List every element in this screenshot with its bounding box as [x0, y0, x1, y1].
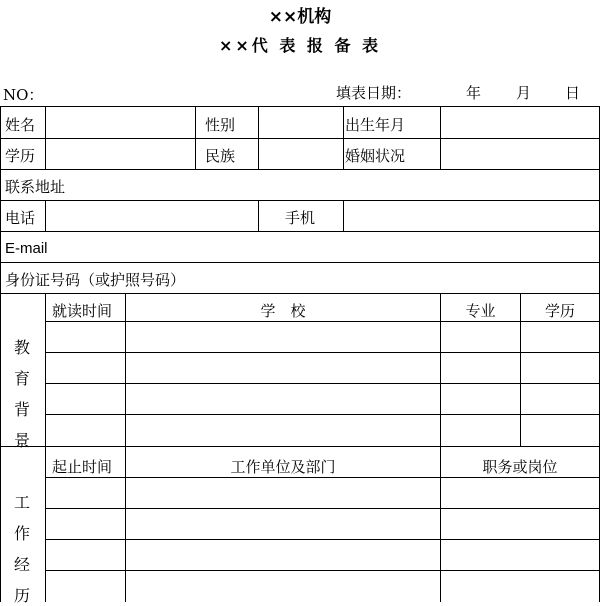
day-label: 日 [565, 84, 581, 102]
marital-status-label: 婚姻状况 [345, 147, 406, 165]
year-label: 年 [466, 84, 482, 102]
education-label: 学历 [5, 147, 36, 165]
form-title: ××代 表 报 备 表 [218, 36, 382, 55]
work-employer-header: 工作单位及部门 [230, 458, 336, 476]
name-label: 姓名 [5, 116, 36, 134]
id-number-label: 身份证号码（或护照号码） [5, 271, 186, 289]
education-section-char-1: 教 [13, 338, 30, 357]
education-section-char-3: 背 [13, 400, 30, 419]
work-section-char-1: 工 [13, 493, 30, 512]
edu-period-header: 就读时间 [52, 302, 113, 320]
work-period-header: 起止时间 [52, 458, 113, 476]
edu-degree-header: 学历 [544, 302, 575, 320]
no-label: NO： [3, 86, 44, 104]
mobile-label: 手机 [285, 209, 316, 227]
fill-date-label: 填表日期： [336, 84, 412, 102]
work-position-header: 职务或岗位 [482, 458, 558, 476]
org-title: ××机构 [268, 7, 332, 27]
birth-date-label: 出生年月 [345, 116, 406, 134]
address-label: 联系地址 [5, 178, 66, 196]
gender-label: 性别 [205, 116, 236, 134]
month-label: 月 [516, 84, 532, 102]
edu-major-header: 专业 [465, 302, 496, 320]
ethnicity-label: 民族 [205, 147, 236, 165]
work-section-char-2: 作 [13, 524, 30, 543]
work-section-char-3: 经 [13, 555, 30, 574]
education-section-char-2: 育 [13, 369, 30, 388]
work-section-char-4: 历 [13, 586, 30, 605]
phone-label: 电话 [5, 209, 36, 227]
email-label: E-mail [5, 240, 48, 257]
edu-school-header: 学 校 [260, 302, 306, 320]
education-section-char-4: 景 [13, 431, 30, 450]
